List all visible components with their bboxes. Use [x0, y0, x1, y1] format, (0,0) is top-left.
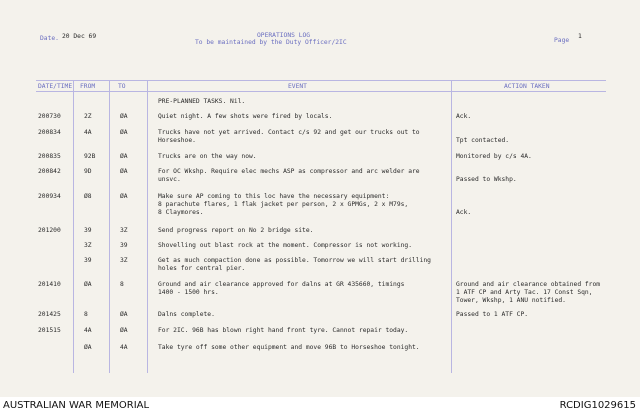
entry-from: ØA	[84, 344, 92, 351]
page-label: Page	[554, 37, 570, 44]
entry-action-line: Tpt contacted.	[456, 137, 510, 144]
entry-event-line: Take tyre off some other equipment and move 96B to Horseshoe tonight.	[158, 344, 420, 351]
page-title: OPERATIONS LOG	[257, 32, 311, 39]
entry-to: 3Z	[120, 257, 128, 264]
column-divider	[73, 80, 74, 373]
entry-event-line: 8 parachute flares, 1 flak jacket per person, 2 x GPMGs, 2 x M79s,	[158, 201, 409, 208]
entry-time: 201410	[38, 281, 61, 288]
entry-from: 9D	[84, 168, 92, 175]
entry-action-line: Ack.	[456, 113, 472, 120]
entry-event-line: For OC Wkshp. Require elec mechs ASP as compressor and arc welder are	[158, 168, 420, 175]
entry-from: 4A	[84, 327, 92, 334]
entry-from: 39	[84, 227, 92, 234]
entry-from: 2Z	[84, 113, 92, 120]
entry-event-line: Trucks are on the way now.	[158, 153, 257, 160]
entry-from: 92B	[84, 153, 96, 160]
entry-to: ØA	[120, 168, 128, 175]
entry-time: 200842	[38, 168, 61, 175]
entry-action-line: Passed to Wkshp.	[456, 176, 517, 183]
entry-event-line: PRE-PLANNED TASKS. Nil.	[158, 98, 246, 105]
col-header-to: TO	[118, 83, 126, 90]
entry-time: 200934	[38, 193, 61, 200]
entry-action-line: Passed to 1 ATF CP.	[456, 311, 529, 318]
column-divider	[451, 80, 452, 373]
entry-time: 200730	[38, 113, 61, 120]
entry-to: ØA	[120, 113, 128, 120]
entry-event-line: Make sure AP coming to this loc have the necessary equipment:	[158, 193, 390, 200]
entry-event-line: Send progress report on No 2 bridge site.	[158, 227, 314, 234]
entry-action-line: Ack.	[456, 209, 472, 216]
entry-event-line: Ground and air clearance approved for dalns at GR 435660, timings	[158, 281, 405, 288]
entry-event-line: 1400 - 1500 hrs.	[158, 289, 219, 296]
entry-time: 201200	[38, 227, 61, 234]
entry-to: 3Z	[120, 227, 128, 234]
footer-source: AUSTRALIAN WAR MEMORIAL	[3, 400, 150, 411]
entry-action-line: Ground and air clearance obtained from	[456, 281, 601, 288]
entry-to: 4A	[120, 344, 128, 351]
entry-action-line: Tower, Wkshp, 1 ANU notified.	[456, 297, 566, 304]
table-top-rule	[36, 80, 606, 81]
entry-event-line: Horseshoe.	[158, 137, 196, 144]
entry-to: ØA	[120, 129, 128, 136]
entry-action-line: 1 ATF CP and Arty Tac. 17 Const Sqn,	[456, 289, 593, 296]
entry-event-line: Trucks have not yet arrived. Contact c/s 92 and get our trucks out to	[158, 129, 420, 136]
entry-time: 200835	[38, 153, 61, 160]
entry-from: 8	[84, 311, 88, 318]
entry-to: 39	[120, 242, 128, 249]
entry-time: 201515	[38, 327, 61, 334]
entry-from: ØA	[84, 281, 92, 288]
date-value: 20 Dec 69	[62, 33, 97, 40]
entry-to: ØA	[120, 327, 128, 334]
page-subtitle: To be maintained by the Duty Officer/2IC	[195, 39, 347, 46]
entry-time: 201425	[38, 311, 61, 318]
footer-bar	[0, 397, 640, 414]
table-header-rule	[36, 91, 606, 92]
entry-to: ØA	[120, 153, 128, 160]
col-header-from: FROM	[80, 83, 96, 90]
entry-event-line: Get as much compaction done as possible. Tomorrow we will start drilling	[158, 257, 431, 264]
column-divider	[147, 80, 148, 373]
col-header-action: ACTION TAKEN	[504, 83, 550, 90]
entry-from: 4A	[84, 129, 92, 136]
entry-event-line: Shovelling out blast rock at the moment. Compressor is not working.	[158, 242, 413, 249]
entry-to: 8	[120, 281, 124, 288]
col-header-time: DATE/TIME	[38, 83, 73, 90]
page-number: 1	[578, 33, 582, 40]
entry-event-line: For 2IC. 96B has blown right hand front tyre. Cannot repair today.	[158, 327, 409, 334]
date-label: Date.	[40, 35, 59, 42]
entry-event-line: Dalns complete.	[158, 311, 215, 318]
entry-from: 3Z	[84, 242, 92, 249]
entry-event-line: holes for central pier.	[158, 265, 246, 272]
entry-event-line: Quiet night. A few shots were fired by locals.	[158, 113, 333, 120]
entry-from: 39	[84, 257, 92, 264]
footer-reference: RCDIG1029615	[559, 400, 636, 411]
entry-event-line: unsvc.	[158, 176, 181, 183]
entry-from: Ø8	[84, 193, 92, 200]
entry-action-line: Monitored by c/s 4A.	[456, 153, 532, 160]
col-header-event: EVENT	[288, 83, 307, 90]
entry-to: ØA	[120, 311, 128, 318]
entry-event-line: 8 Claymores.	[158, 209, 204, 216]
column-divider	[109, 80, 110, 373]
entry-time: 200834	[38, 129, 61, 136]
entry-to: ØA	[120, 193, 128, 200]
